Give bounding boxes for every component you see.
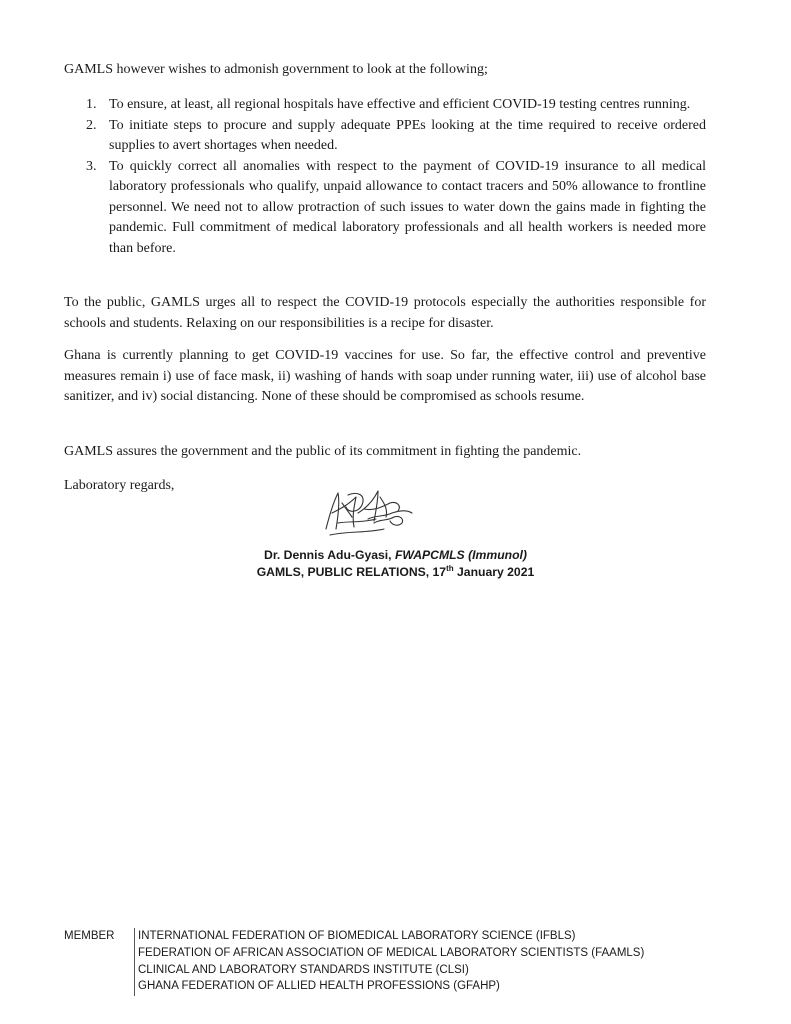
list-item-text: To initiate steps to procure and supply adequate PPEs looking at the time required to receive ordered supplies to avert shortages when needed. — [109, 117, 706, 153]
signatory-date-text: January 2021 — [453, 565, 535, 579]
date-ordinal: th — [446, 563, 454, 573]
signatory-name-text: Dr. Dennis Adu-Gyasi, — [264, 548, 395, 562]
signatory-role — [0, 564, 791, 580]
demands-list — [64, 95, 706, 259]
public-paragraph: To the public, GAMLS urges all to respect the COVID-19 protocols especially the authorities responsible for schools and students. Relaxing on our responsibilities is a recipe for disaster. — [64, 295, 706, 331]
list-item — [64, 157, 706, 260]
signatory-role-text: GAMLS, PUBLIC RELATIONS, 17 — [256, 565, 447, 579]
list-item-text: To ensure, at least, all regional hospitals have effective and efficient COVID-19 testing centres running. — [109, 97, 691, 112]
list-item-number: 3. — [86, 158, 97, 174]
vaccine-paragraph: Ghana is currently planning to get COVID-19 vaccines for use. So far, the effective control and preventive measures remain i) use of face mask, ii) washing of hands with soap under running water, iii) use of alcohol base sanitizer, and iv) social distancing. None of these should be compromised as schools resume. — [64, 348, 706, 404]
list-item-text: To quickly correct all anomalies with respect to the payment of COVID-19 insurance to all medical laboratory professionals who qualify, unpaid allowance to contact tracers and 50% allowance to frontline personnel. We need not to allow protraction of such issues to water down the gains made in fighting the pandemic. Full commitment of medical laboratory professionals and all health workers is needed more than before. — [109, 158, 706, 256]
member-organization: CLINICAL AND LABORATORY STANDARDS INSTITUTE (CLSI) — [138, 963, 469, 976]
list-item-number: 1. — [86, 97, 97, 112]
member-organization: GHANA FEDERATION OF ALLIED HEALTH PROFESSIONS (GFAHP) — [138, 980, 500, 993]
member-organization: INTERNATIONAL FEDERATION OF BIOMEDICAL LABORATORY SCIENCE (IFBLS) — [138, 930, 576, 942]
intro-paragraph: GAMLS however wishes to admonish government to look at the following; — [64, 62, 488, 77]
list-item — [64, 95, 706, 116]
commitment-paragraph: GAMLS assures the government and the public of its commitment in fighting the pandemic. — [64, 444, 582, 459]
signatory-credentials: FWAPCMLS (Immunol) — [394, 548, 527, 562]
list-item — [64, 116, 706, 157]
handwritten-signature — [318, 483, 418, 543]
member-organization: FEDERATION OF AFRICAN ASSOCIATION OF MEDICAL LABORATORY SCIENTISTS (FAAMLS) — [138, 946, 645, 959]
signatory-name — [0, 547, 791, 563]
footer-divider — [134, 928, 135, 996]
footer-member-label: MEMBER — [64, 930, 115, 942]
closing-salutation: Laboratory regards, — [64, 478, 175, 493]
member-organizations-list — [138, 928, 758, 995]
list-item-number: 2. — [86, 117, 97, 133]
